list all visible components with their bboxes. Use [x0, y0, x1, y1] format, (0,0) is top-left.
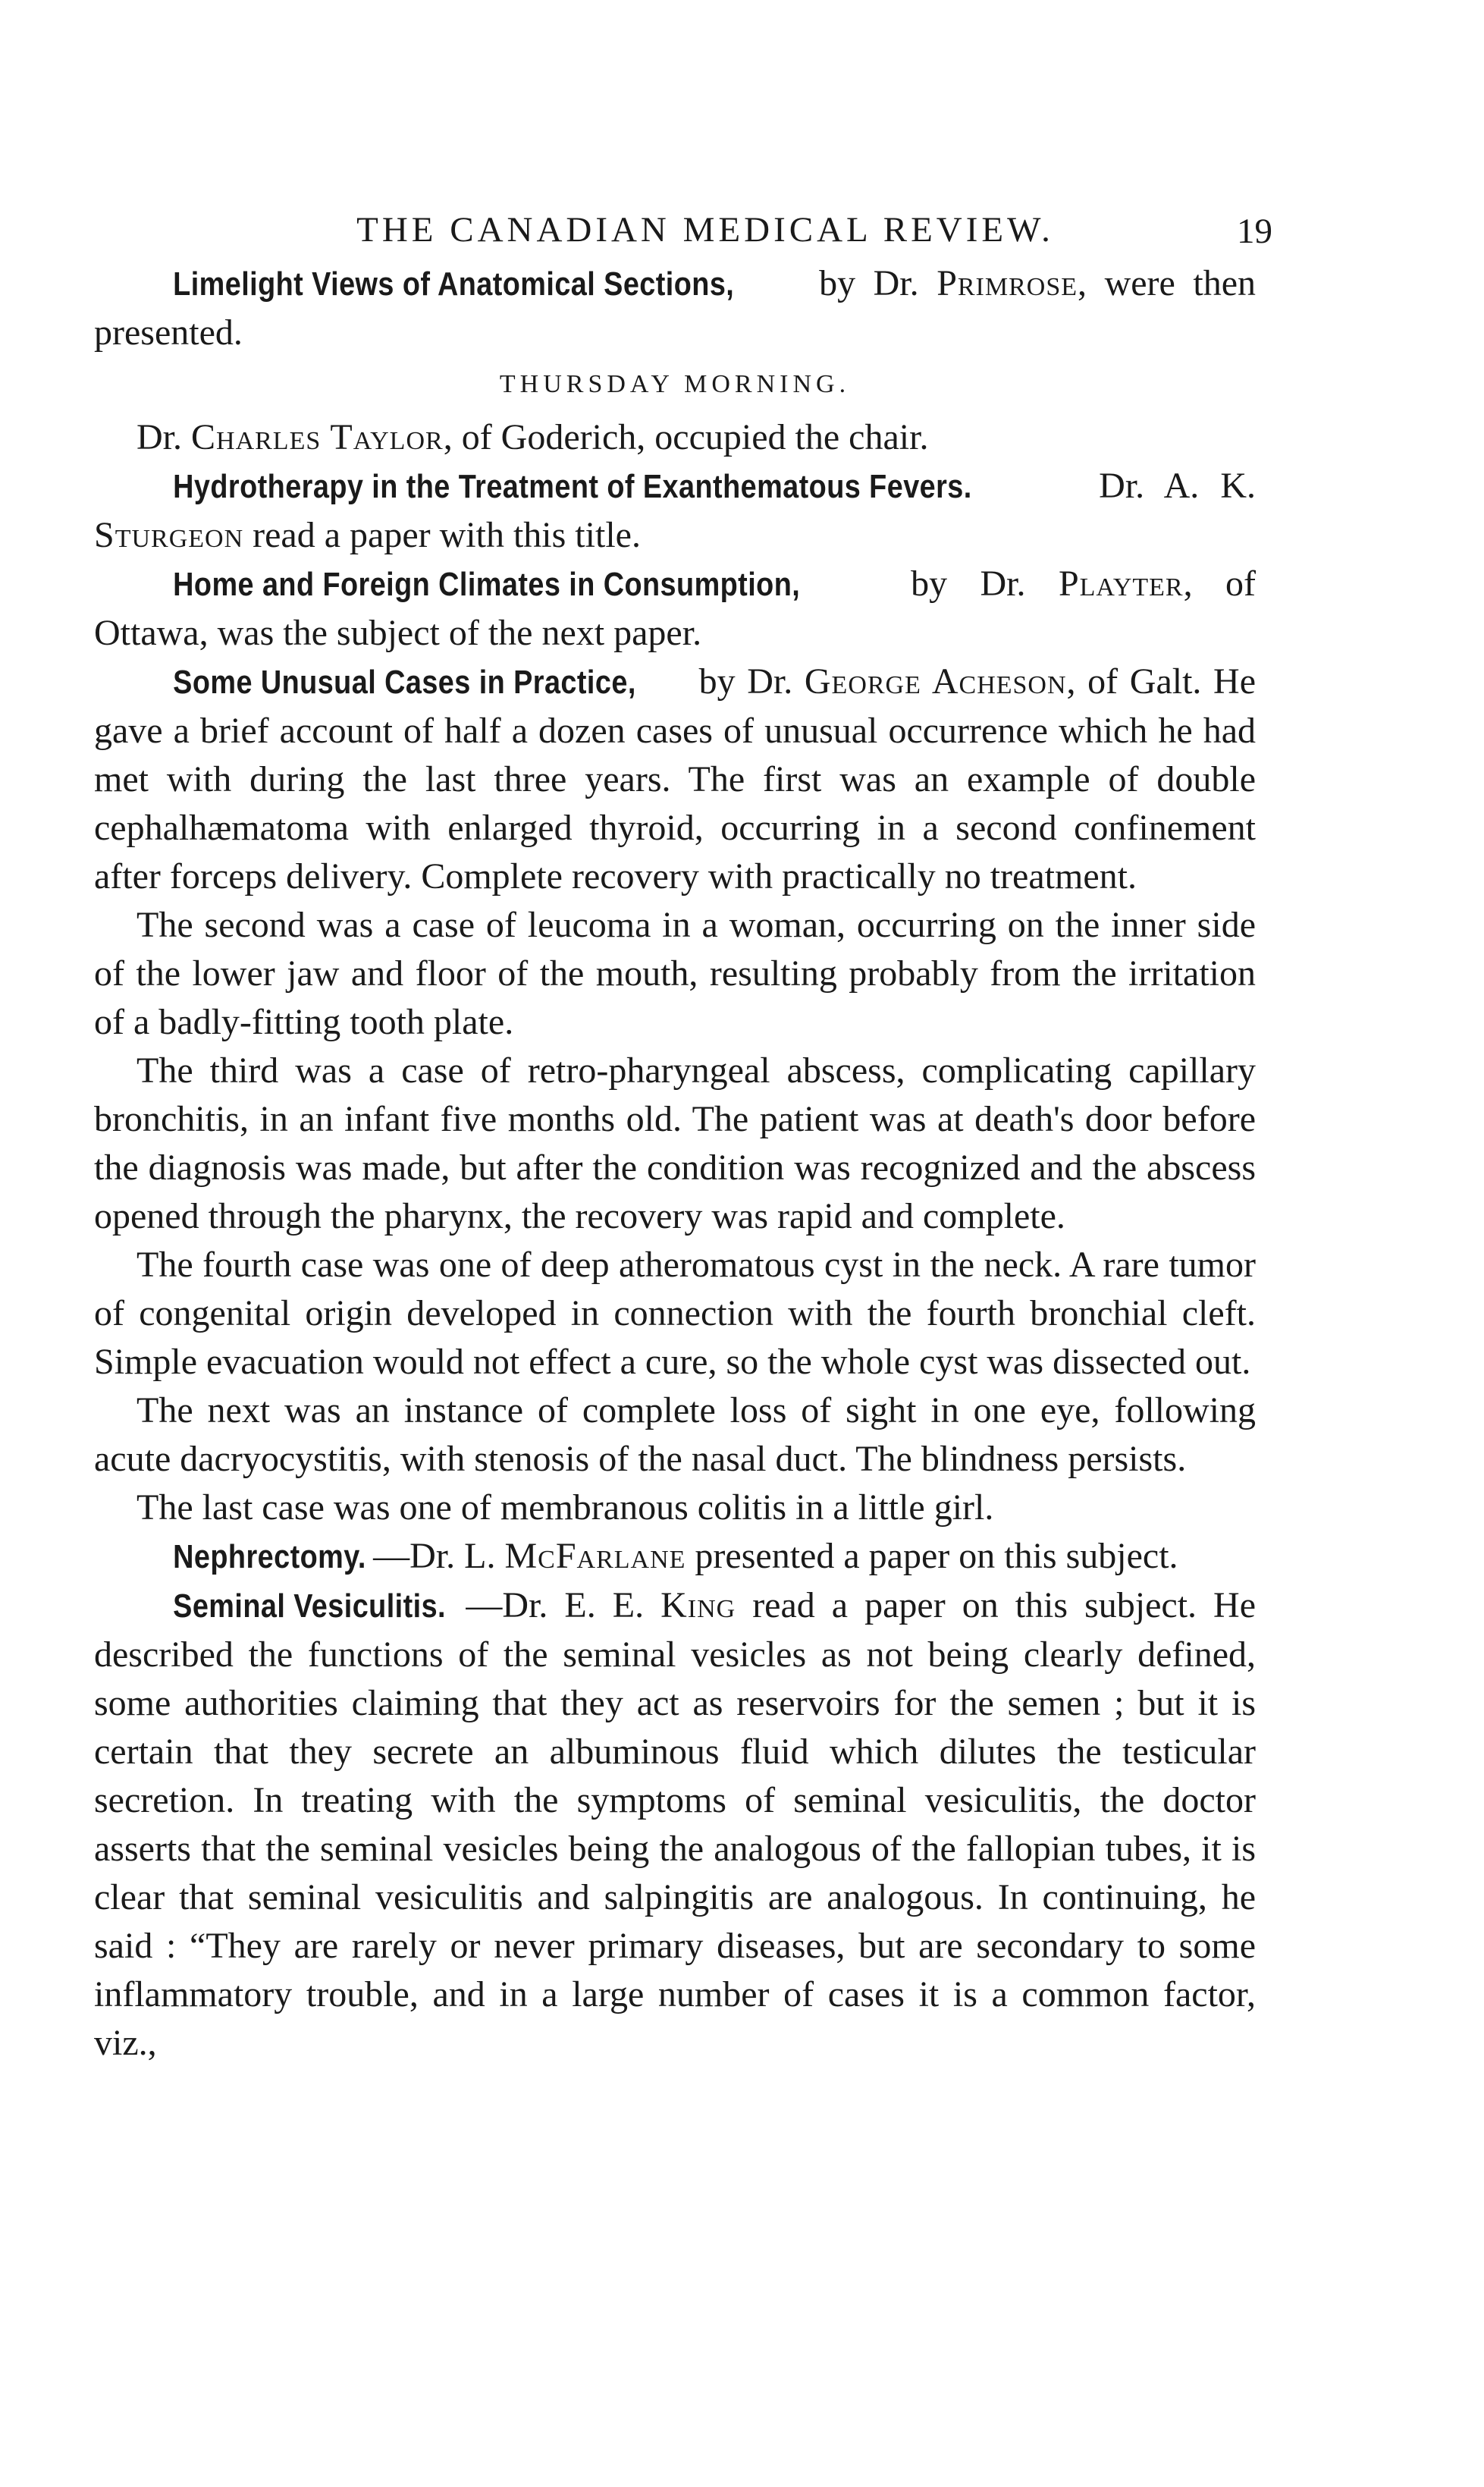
paragraph-heading: Nephrectomy.: [173, 1538, 366, 1575]
paragraph-limelight-views: [94, 259, 1256, 357]
author-name: George Acheson: [804, 661, 1067, 702]
paragraph-heading: Hydrotherapy in the Treatment of Exanthematous Fevers.: [173, 468, 972, 505]
paragraph-fourth-case: The fourth case was one of deep atheromatous cyst in the neck. A rare tumor of congenital origin developed in connection with the fourth bronchial cleft. Simple evacuation would not effect a cure, so the whole cyst was dissected out.: [94, 1245, 1256, 1382]
running-title: THE CANADIAN MEDICAL REVIEW.: [356, 210, 1054, 250]
paragraph-heading: Seminal Vesiculitis.: [173, 1587, 447, 1625]
author-name: Primrose: [937, 263, 1078, 303]
paragraph-text: , of Goderich, occupied the chair.: [443, 417, 929, 457]
author-name: Sturgeon: [94, 515, 244, 555]
paragraph-text: Dr. A. K.: [1078, 466, 1256, 506]
section-label: THURSDAY MORNING.: [499, 370, 851, 398]
paragraph-text: by Dr.: [801, 263, 937, 303]
running-head: [94, 203, 1272, 256]
paragraph-heading: Some Unusual Cases in Practice,: [173, 664, 636, 701]
page-number: 19: [1237, 212, 1272, 251]
paragraph-chair: [94, 413, 1256, 462]
paragraph-last-case: The last case was one of membranous colitis in a little girl.: [136, 1487, 994, 1528]
author-name: Charles Taylor: [191, 417, 444, 457]
paragraph-second-case: The second was a case of leucoma in a woman, occurring on the inner side of the lower jaw and floor of the mouth, resulting probably from the irritation of a badly-fitting tooth plate.: [94, 905, 1256, 1042]
paragraph-text: read a paper on this subject. He described the functions of the seminal vesicles as not being clearly defined, some authorities claiming that they act as reservoirs for the semen ; but it is certain that they secrete an albuminous fluid which dilutes the testicular secretion. In treating with the symptoms of seminal vesiculitis, the doctor asserts that the seminal vesicles being the analogous of the fallopian tubes, it is clear that seminal vesiculitis and salpingitis are analogous. In continuing, he said : “They are rarely or never primary diseases, but are secondary to some inflammatory trouble, and in a large number of cases it is a common factor, viz.,: [94, 1585, 1257, 2063]
author-name: Playter: [1058, 564, 1184, 604]
paragraph-text: —Dr. E. E.: [466, 1585, 661, 1625]
document-page: [94, 203, 1272, 2068]
paragraph-text: by Dr.: [877, 564, 1059, 604]
paragraph-seminal-vesiculitis: [94, 1581, 1256, 2068]
paragraph-text: read a paper with this title.: [243, 515, 641, 555]
paragraph-hydrotherapy: [94, 462, 1256, 560]
paragraph-text: , of Galt. He gave a brief account of half a dozen cases of unusual occurrence which he had met with during the last three years. The first was an example of double cephalhæmatoma with enlarged thyroid, occurring in a second confinement after forceps delivery. Complete recovery with practically no treatment.: [94, 661, 1257, 897]
paragraph-nephrectomy: [94, 1532, 1256, 1581]
paragraph-text: presented a paper on this subject.: [686, 1536, 1178, 1576]
paragraph-third-case: The third was a case of retro-pharyngeal abscess, complicating capillary bronchitis, in an infant five months old. The patient was at death's door before the diagnosis was made, but after the condition was recognized and the abscess opened through the pharynx, the recovery was rapid and complete.: [94, 1050, 1256, 1236]
author-name: King: [660, 1585, 736, 1625]
author-name: McFarlane: [504, 1536, 686, 1576]
paragraph-next-case: The next was an instance of complete loss of sight in one eye, following acute dacryocystitis, with stenosis of the nasal duct. The blindness persists.: [94, 1390, 1256, 1479]
paragraph-text: —Dr. L.: [373, 1536, 505, 1576]
paragraph-climates: [94, 560, 1256, 658]
paragraph-heading: Home and Foreign Climates in Consumption,: [173, 566, 801, 603]
paragraph-text: by Dr.: [687, 661, 805, 702]
paragraph-text: Dr.: [136, 417, 191, 457]
paragraph-text: , of Ottawa, was the subject of the next paper.: [94, 564, 1257, 653]
paragraph-unusual-cases: [94, 658, 1256, 901]
paragraph-heading: Limelight Views of Anatomical Sections,: [173, 265, 735, 303]
paragraph-text: , were then presented.: [94, 263, 1256, 353]
